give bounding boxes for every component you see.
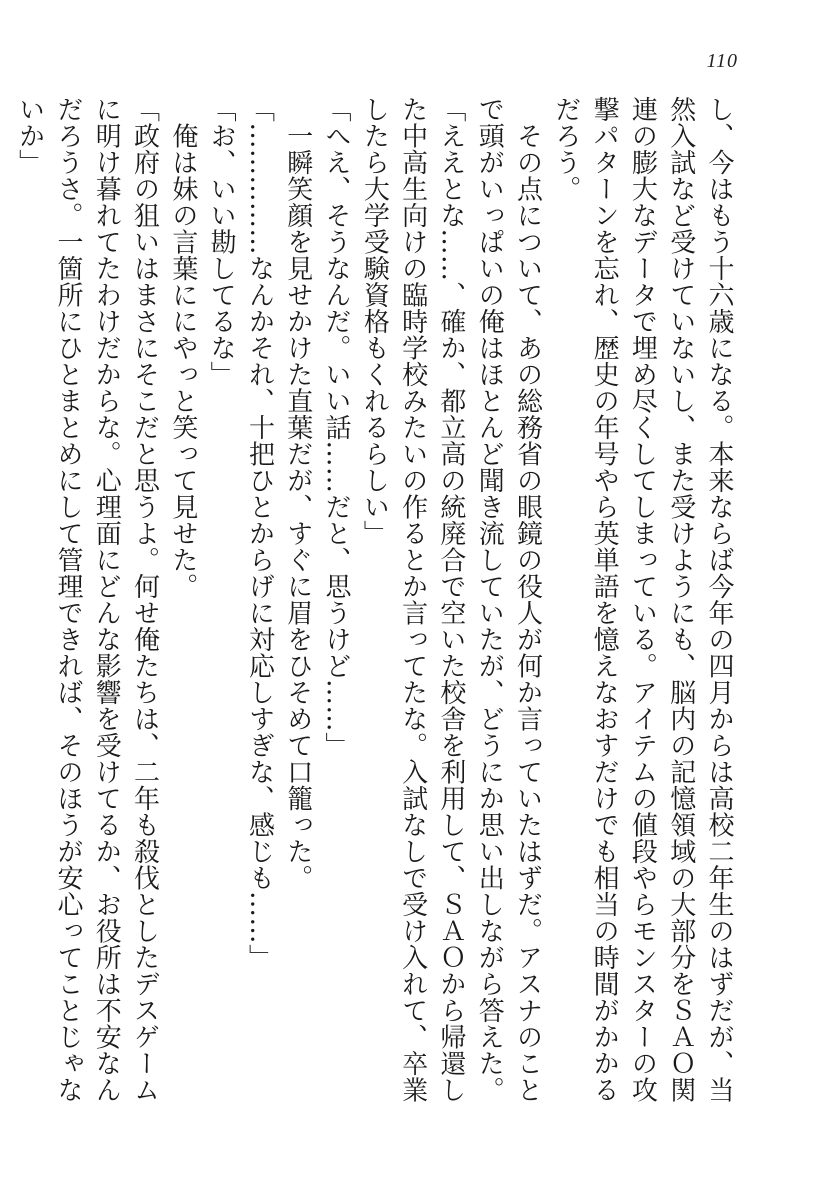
paragraph: 一瞬笑顔を見せかけた直葉だが、すぐに眉をひそめて口籠った。 [282,96,313,891]
paragraph: 「政府の狙いはまさにそこだと思うよ。何せ俺たちは、二年も殺伐としたデスゲームに明け暮れてたわけだからな。心理面にどんな影響を受けてるか、お役所は不安なんだろうさ。一箇所にひとまとめにして管理できれば、そのほうが安心ってことじゃないか」 [14,96,160,1103]
paragraph: 「ええとな……、確か、都立高の統廃合で空いた校舎を利用して、ＳＡＯから帰還した中高生向けの臨時学校みたいの作るとか言ってたな。入試なしで受け入れて、卒業したら大学受験資格もくれるらしい」 [359,96,466,1103]
paragraph: 「へえ、そうなんだ。いい話……だと、思うけど……」 [321,96,352,759]
paragraph: 「……………なんかそれ、十把ひとからげに対応しすぎな、感じも……」 [244,96,275,971]
paragraph: 「お、いい勘してるな」 [206,96,237,388]
page-number: 110 [706,50,738,72]
body-text [14,96,738,1106]
paragraph: 俺は妹の言葉ににやっと笑って見せた。 [167,96,198,600]
paragraph: その点について、あの総務省の眼鏡の役人が何か言っていたはずだ。アスナのことで頭がいっぱいの俺はほとんど聞き流していたが、どうにか思い出しながら答えた。 [474,96,543,1103]
paragraph: し、今はもう十六歳になる。本来ならば今年の四月からは高校二年生のはずだが、当然入試など受けていないし、また受けようにも、脳内の記憶領域の大部分をＳＡＯ関連の膨大なデータで埋め尽くしてしまっている。アイテムの値段やらモンスターの攻撃パターンを忘れ、歴史の年号やら英単語を憶えなおすだけでも相当の時間がかかるだろう。 [550,96,734,1103]
